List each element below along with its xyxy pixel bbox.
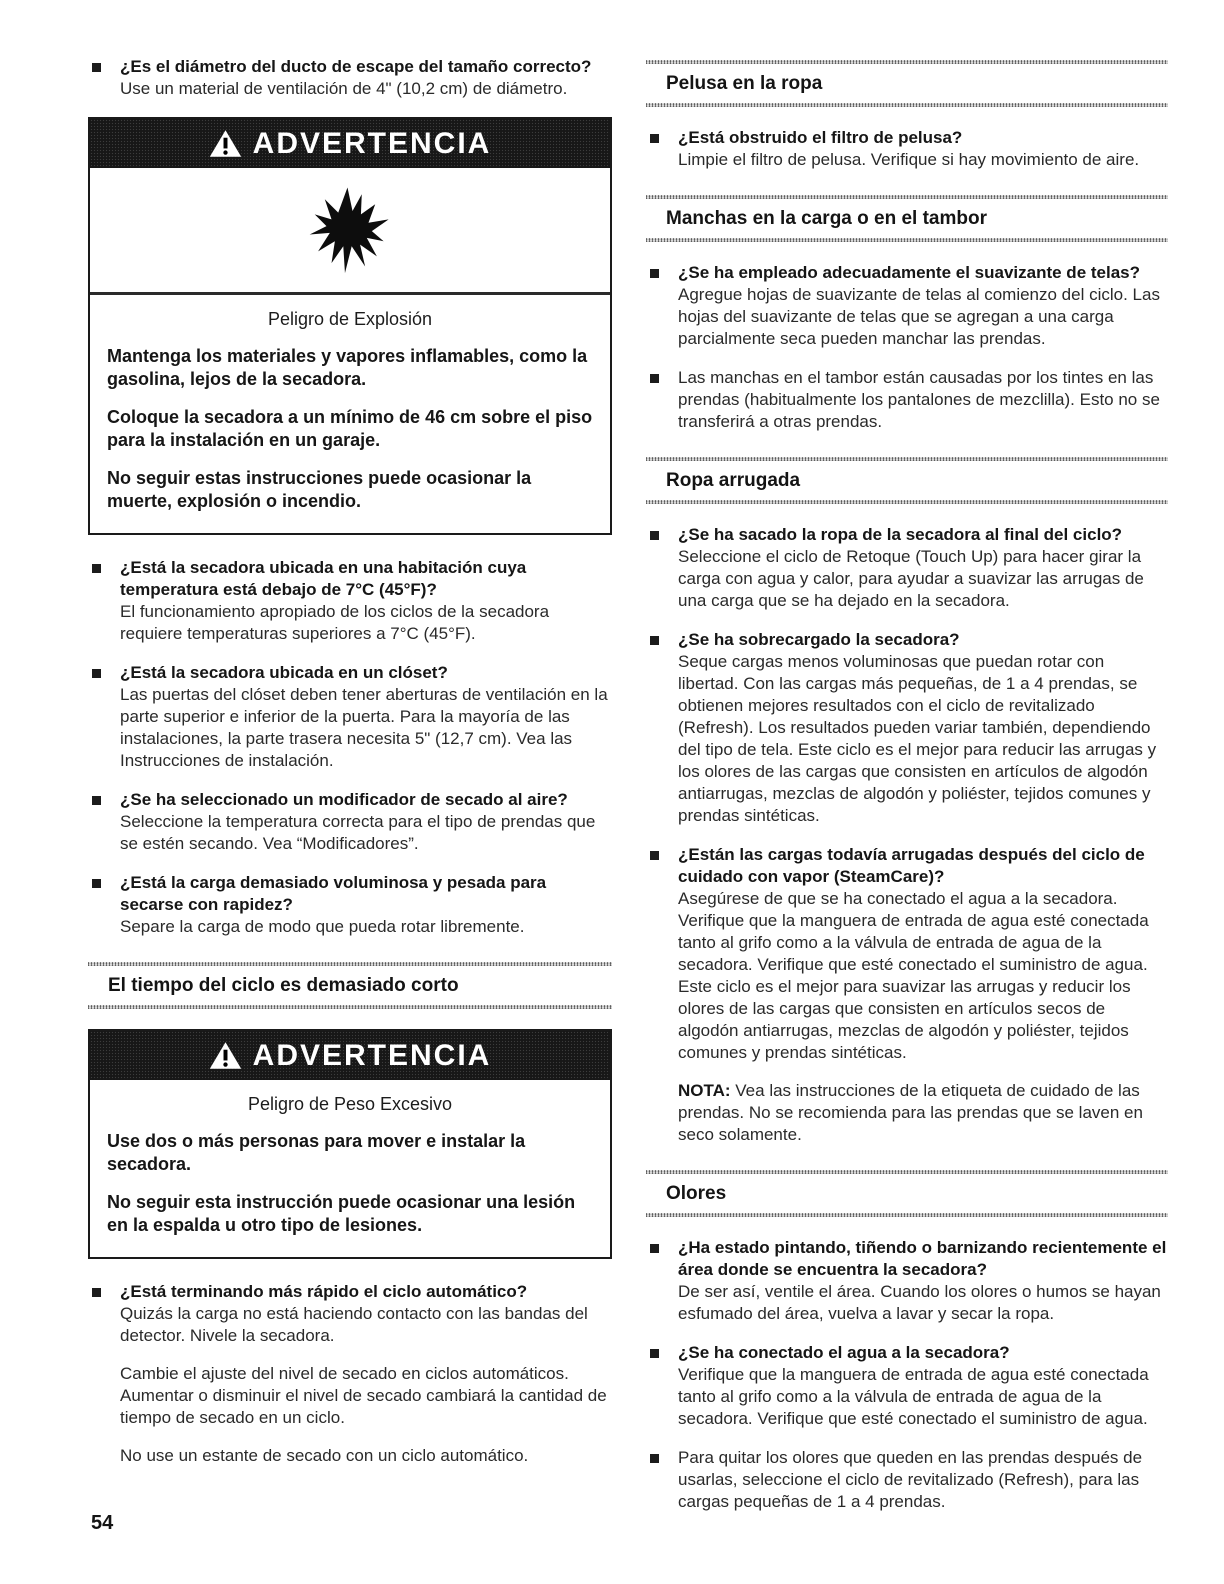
bullet-body: Seleccione la temperatura correcta para el tipo de prendas que se estén secando. Vea “Modificadores”. (120, 812, 596, 853)
bullet-body: Seleccione el ciclo de Retoque (Touch Up) para hacer girar la carga con agua y calor, para ayudar a suavizar las arrugas de una carga que se ha dejado en la secadora. (678, 547, 1144, 610)
section-header-odors (646, 1170, 1168, 1217)
warning-triangle-icon (209, 1041, 242, 1070)
note-body: Vea las instrucciones de la etiqueta de cuidado de las prendas. No se recomienda para las prendas que se laven en seco solamente. (678, 1081, 1143, 1144)
warning-label: ADVERTENCIA (252, 126, 492, 160)
note-paragraph (678, 1080, 1168, 1146)
two-column-layout (88, 56, 1168, 1530)
bullet-body: Asegúrese de que se ha conectado el agua a la secadora. Verifique que la manguera de entrada de agua esté conectada tanto al grifo como a la válvula de entrada de agua de la secadora. Verifique que esté conectado el suministro de agua. Este ciclo es el mejor para suavizar las arrugas y reducir los olores de las cargas que consisten en artículos secos de algodón antiarrugas, mezclas de algodón y poliéster, tejidos comunes y prendas sintéticas. (678, 889, 1149, 1062)
bullet-square-icon (650, 636, 659, 645)
page-number: 54 (91, 1512, 114, 1534)
bullet-body: Limpie el filtro de pelusa. Verifique si hay movimiento de aire. (678, 150, 1140, 169)
bullet-heading: ¿Está la carga demasiado voluminosa y pesada para secarse con rapidez? (120, 873, 547, 914)
section-divider-band (646, 1213, 1168, 1217)
section-divider-band (646, 103, 1168, 107)
warning-box-excessive-weight (88, 1029, 612, 1259)
section-header-cycle-too-short (88, 962, 612, 1009)
bullet-duct-diameter (88, 56, 612, 100)
hazard-paragraph: No seguir estas instrucciones puede ocasionar la muerte, explosión o incendio. (107, 468, 532, 511)
bullet-square-icon (650, 269, 659, 278)
bullet-square-icon (650, 1349, 659, 1358)
bullet-square-icon (92, 63, 101, 72)
bullet-heading: ¿Se ha sobrecargado la secadora? (678, 630, 960, 649)
hazard-paragraph: Use dos o más personas para mover e instalar la secadora. (107, 1131, 526, 1174)
bullet-square-icon (92, 796, 101, 805)
section-title: Pelusa en la ropa (666, 73, 823, 94)
warning-header (90, 119, 610, 168)
bullet-body: Las manchas en el tambor están causadas por los tintes en las prendas (habitualmente los pantalones de mezclilla). Esto no se transferirá a otras prendas. (678, 368, 1160, 431)
section-divider-band (646, 500, 1168, 504)
warning-box-explosion (88, 117, 612, 535)
warning-body (90, 295, 610, 533)
right-column (646, 56, 1168, 1530)
hazard-title: Peligro de Peso Excesivo (247, 1094, 453, 1114)
bullet-body: Verifique que la manguera de entrada de agua esté conectada tanto al grifo como a la válvula de entrada de agua de la secadora. Verifique que esté conectado el suministro de agua. (678, 1365, 1149, 1428)
bullet-overloaded (646, 629, 1168, 827)
bullet-paragraph: Cambie el ajuste del nivel de secado en ciclos automáticos. Aumentar o disminuir el nivel de secado cambiará la cantidad de tiempo de secado en un ciclo. (120, 1364, 607, 1427)
section-divider-band (88, 1005, 612, 1009)
bullet-body: El funcionamiento apropiado de los ciclos de la secadora requiere temperaturas superiores a 7°C (45°F). (120, 602, 550, 643)
section-header-wrinkled (646, 457, 1168, 504)
warning-triangle-icon (209, 129, 242, 158)
bullet-bulky-load (88, 872, 612, 938)
bullet-heading: ¿Están las cargas todavía arrugadas después del ciclo de cuidado con vapor (SteamCare)? (678, 845, 1145, 886)
note-label: NOTA: (678, 1081, 731, 1100)
bullet-body: Seque cargas menos voluminosas que puedan rotar con libertad. Con las cargas más pequeñas, de 1 a 4 prendas, se obtienen mejores resultados con el ciclo de revitalizado (Refresh). Los resultados pueden variar también, dependiendo del tipo de tela. Este ciclo es el mejor para reducir las arrugas y los olores de las cargas que consisten en artículos de algodón antiarrugas, mezclas de algodón y poliéster, tejidos comunes y prendas sintéticas. (678, 652, 1157, 825)
warning-label: ADVERTENCIA (252, 1038, 492, 1072)
section-title: Ropa arrugada (666, 470, 801, 491)
bullet-body: Las puertas del clóset deben tener aberturas de ventilación en la parte superior e inferior de la puerta. Para la mayoría de las instalaciones, la parte trasera necesita 5" (12,7 cm). Vea las Instrucciones de instalación. (120, 685, 608, 770)
bullet-heading: ¿Se ha seleccionado un modificador de secado al aire? (120, 790, 568, 809)
bullet-drum-stains (646, 367, 1168, 433)
bullet-load-removed-late (646, 524, 1168, 612)
bullet-body: Separe la carga de modo que pueda rotar libremente. (120, 917, 525, 936)
section-header-stains (646, 195, 1168, 242)
bullet-heading: ¿Es el diámetro del ducto de escape del tamaño correcto? (120, 57, 592, 76)
hazard-icon-area (90, 168, 610, 295)
bullet-heading: ¿Está terminando más rápido el ciclo automático? (120, 1282, 528, 1301)
bullet-square-icon (92, 564, 101, 573)
bullet-square-icon (92, 1288, 101, 1297)
section-header-lint (646, 60, 1168, 107)
bullet-square-icon (650, 531, 659, 540)
bullet-heading: ¿Se ha conectado el agua a la secadora? (678, 1343, 1010, 1362)
bullet-square-icon (92, 879, 101, 888)
section-divider-band (646, 238, 1168, 242)
hazard-paragraph: Coloque la secadora a un mínimo de 46 cm sobre el piso para la instalación en un garaje. (107, 407, 593, 450)
warning-body (90, 1080, 610, 1257)
bullet-square-icon (92, 669, 101, 678)
bullet-heading: ¿Ha estado pintando, tiñendo o barnizando recientemente el área donde se encuentra la secadora? (678, 1238, 1167, 1279)
bullet-body: Use un material de ventilación de 4" (10,2 cm) de diámetro. (120, 79, 568, 98)
hazard-paragraph: No seguir esta instrucción puede ocasionar una lesión en la espalda u otro tipo de lesiones. (107, 1192, 576, 1235)
bullet-square-icon (650, 374, 659, 383)
section-title: Olores (666, 1183, 727, 1204)
bullet-square-icon (650, 134, 659, 143)
hazard-title: Peligro de Explosión (267, 309, 433, 329)
hazard-paragraph: Mantenga los materiales y vapores inflamables, como la gasolina, lejos de la secadora. (107, 346, 588, 389)
bullet-body: Para quitar los olores que queden en las prendas después de usarlas, seleccione el ciclo de revitalizado (Refresh), para las cargas pequeñas de 1 a 4 prendas. (678, 1448, 1143, 1511)
bullet-lint-screen (646, 127, 1168, 171)
bullet-auto-cycle-fast (88, 1281, 612, 1467)
bullet-steamcare-wrinkles (646, 844, 1168, 1146)
bullet-body: De ser así, ventile el área. Cuando los olores o humos se hayan esfumado del área, vuelva a lavar y secar la ropa. (678, 1282, 1161, 1323)
bullet-heading: ¿Está la secadora ubicada en un clóset? (120, 663, 448, 682)
bullet-room-temperature (88, 557, 612, 645)
bullet-body: Agregue hojas de suavizante de telas al comienzo del ciclo. Las hojas del suavizante de telas que se agregan a una carga parcialmente seca pueden manchar las prendas. (678, 285, 1160, 348)
bullet-paragraph: No use un estante de secado con un ciclo automático. (120, 1446, 529, 1465)
bullet-painting-fumes (646, 1237, 1168, 1325)
bullet-refresh-odors (646, 1447, 1168, 1513)
bullet-square-icon (650, 1454, 659, 1463)
bullet-square-icon (650, 1244, 659, 1253)
bullet-heading: ¿Se ha empleado adecuadamente el suavizante de telas? (678, 263, 1141, 282)
left-column (88, 56, 612, 1530)
bullet-square-icon (650, 851, 659, 860)
section-title: Manchas en la carga o en el tambor (666, 208, 987, 229)
warning-header (90, 1031, 610, 1080)
bullet-water-connected (646, 1342, 1168, 1430)
explosion-icon (308, 182, 392, 282)
section-title: El tiempo del ciclo es demasiado corto (108, 975, 459, 996)
bullet-heading: ¿Está la secadora ubicada en una habitación cuya temperatura está debajo de 7°C (45°F)? (120, 558, 527, 599)
bullet-fabric-softener (646, 262, 1168, 350)
bullet-heading: ¿Se ha sacado la ropa de la secadora al final del ciclo? (678, 525, 1123, 544)
bullet-air-dry-modifier (88, 789, 612, 855)
bullet-closet (88, 662, 612, 772)
bullet-body: Quizás la carga no está haciendo contacto con las bandas del detector. Nivele la secadora. (120, 1304, 588, 1345)
bullet-heading: ¿Está obstruido el filtro de pelusa? (678, 128, 963, 147)
